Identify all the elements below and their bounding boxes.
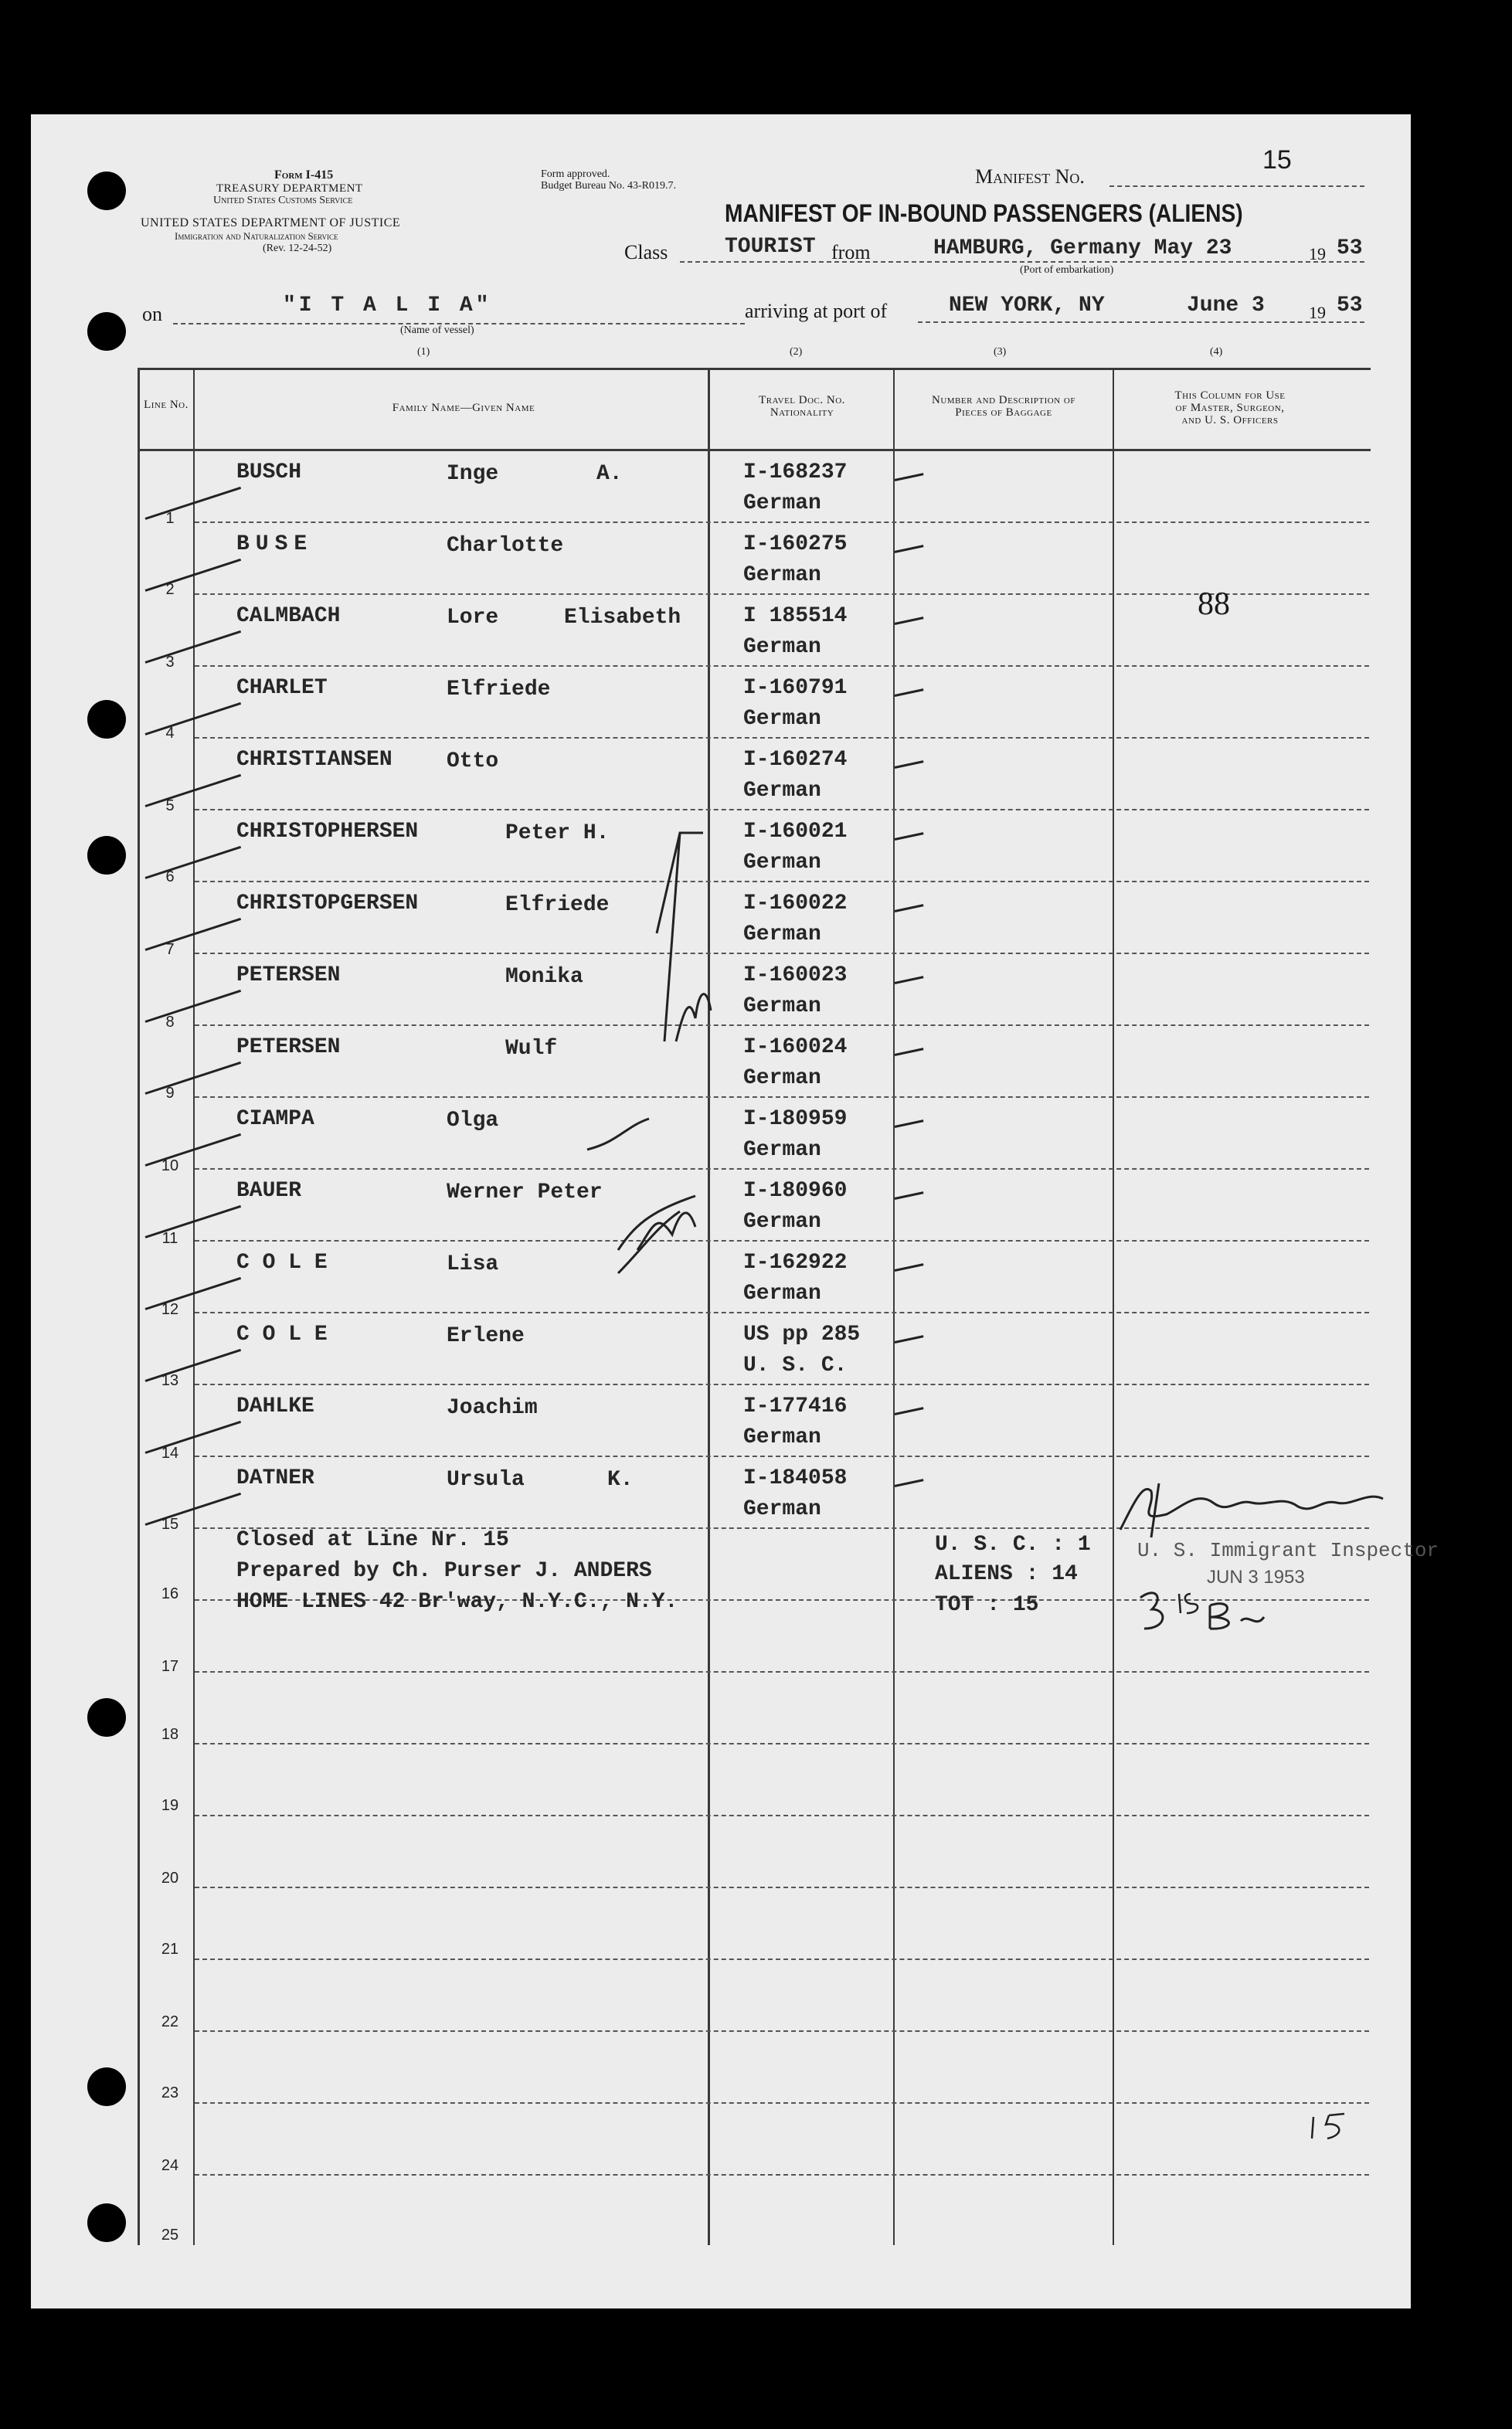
nationality: German	[743, 1425, 821, 1449]
nationality: German	[743, 491, 821, 515]
budget-bureau: Budget Bureau No. 43-R019.7.	[541, 180, 676, 192]
line-number: 7	[165, 941, 175, 958]
ins-service: Immigration and Naturalization Service	[175, 230, 338, 242]
on-label: on	[142, 303, 162, 325]
row-separator	[195, 665, 1369, 667]
given-name: Peter H.	[505, 821, 610, 845]
line-number: 10	[161, 1157, 179, 1174]
handwritten-marks	[464, 810, 742, 1366]
row-separator	[195, 2102, 1369, 2104]
family-name: CIAMPA	[236, 1107, 314, 1131]
doc-number: I-180960	[743, 1179, 848, 1203]
line-number: 25	[161, 2227, 179, 2244]
line-number: 3	[165, 654, 175, 671]
manifest-page	[31, 114, 1439, 2308]
line-number: 16	[161, 1585, 179, 1602]
arriving-label: arriving at port of	[745, 300, 888, 322]
from-year: 53	[1337, 236, 1363, 260]
line-number: 5	[165, 797, 175, 814]
totals-aliens: ALIENS : 14	[935, 1562, 1078, 1586]
form-revision: (Rev. 12-24-52)	[263, 243, 332, 254]
col-num-4: (4)	[1210, 346, 1223, 358]
header-officers-3: and U. S. Officers	[1181, 414, 1279, 426]
totals-tot: TOT : 15	[935, 1593, 1039, 1617]
row-separator	[195, 1168, 1369, 1170]
closed-at-line: Closed at Line Nr. 15	[236, 1528, 509, 1552]
line-number: 8	[165, 1014, 175, 1031]
doc-number: I-168237	[743, 460, 848, 484]
given-name: Erlene	[447, 1324, 525, 1348]
doc-number: I-160023	[743, 963, 848, 987]
line-number: 2	[165, 581, 175, 598]
given-name: Joachim	[447, 1396, 538, 1420]
family-name: BUSCH	[236, 460, 302, 484]
baggage-tick	[895, 1191, 924, 1200]
punch-hole	[87, 312, 126, 351]
row-separator	[195, 2030, 1369, 2032]
row-separator	[195, 1671, 1369, 1673]
family-name: DATNER	[236, 1466, 314, 1490]
col-num-2: (2)	[790, 346, 803, 358]
row-separator	[195, 881, 1369, 882]
row-separator	[195, 1240, 1369, 1242]
col-num-3: (3)	[994, 346, 1007, 358]
line-number: 11	[161, 1230, 178, 1247]
header-bottom-rule	[138, 449, 1371, 451]
line-number: 14	[161, 1445, 179, 1462]
class-underline	[680, 261, 1364, 263]
row-separator	[195, 1384, 1369, 1385]
punch-hole	[87, 2203, 126, 2242]
given-name: Charlotte	[447, 534, 564, 558]
line-number: 21	[161, 1941, 179, 1958]
family-name: CALMBACH	[236, 604, 341, 628]
manifest-no-label: Manifest No.	[975, 165, 1085, 188]
row-separator	[195, 1743, 1369, 1744]
baggage-tick	[895, 688, 924, 697]
baggage-tick	[895, 545, 924, 553]
given-name: Inge	[447, 462, 499, 486]
header-nationality: Nationality	[770, 406, 834, 419]
given-name: Lore	[447, 606, 499, 630]
nationality: German	[743, 1282, 821, 1306]
doc-number: I-160024	[743, 1035, 848, 1059]
given-name-extra: A.	[596, 462, 623, 486]
inspector-stamp: U. S. Immigrant Inspector	[1137, 1539, 1439, 1562]
row-separator	[195, 809, 1369, 810]
nationality: German	[743, 1138, 821, 1162]
baggage-tick	[895, 1407, 924, 1415]
row-separator	[195, 1958, 1369, 1960]
family-name: PETERSEN	[236, 963, 341, 987]
given-name: Werner Peter	[447, 1181, 603, 1204]
doc-number: I-160021	[743, 820, 848, 844]
family-name: BAUER	[236, 1179, 302, 1203]
doc-number: I-162922	[743, 1251, 848, 1275]
line-number: 13	[161, 1372, 179, 1389]
handwritten-tally	[1306, 2108, 1360, 2146]
header-line-no: Line No.	[144, 399, 189, 411]
header-officers-2: of Master, Surgeon,	[1175, 402, 1285, 414]
port-embark-label: (Port of embarkation)	[1020, 264, 1114, 276]
baggage-tick	[895, 1479, 924, 1487]
row-separator	[195, 2174, 1369, 2176]
header-officers: This Column for Use	[1174, 389, 1286, 402]
family-name: PETERSEN	[236, 1035, 341, 1059]
handwritten-initials	[1133, 1582, 1272, 1636]
baggage-tick	[895, 976, 924, 984]
manifest-no-underline	[1109, 185, 1364, 187]
nationality: German	[743, 1497, 821, 1521]
class-label: Class	[624, 241, 668, 263]
prepared-by: Prepared by Ch. Purser J. ANDERS	[236, 1559, 652, 1583]
arriving-year: 53	[1337, 294, 1363, 318]
row-separator	[195, 1024, 1369, 1026]
given-name-extra: K.	[607, 1468, 634, 1492]
baggage-tick	[895, 1048, 924, 1056]
doc-number: I-160275	[743, 532, 848, 556]
from-label: from	[831, 241, 871, 263]
table-left-rule	[138, 368, 140, 2245]
from-year-prefix: 19	[1309, 244, 1326, 263]
doc-number: I-160791	[743, 676, 848, 700]
row-separator	[195, 1096, 1369, 1098]
baggage-tick	[895, 473, 924, 481]
col-rule-3	[893, 368, 895, 2245]
header-baggage: Number and Description of	[932, 394, 1075, 406]
arriving-date: June 3	[1187, 294, 1265, 318]
baggage-tick	[895, 760, 924, 769]
given-name: Lisa	[447, 1252, 499, 1276]
family-name: CHRISTIANSEN	[236, 748, 392, 772]
given-name: Ursula	[447, 1468, 525, 1492]
from-value: HAMBURG, Germany May 23	[933, 236, 1232, 260]
family-name: C O L E	[236, 1251, 328, 1275]
doc-number: I 185514	[743, 604, 848, 628]
doc-number: I-160274	[743, 748, 848, 772]
table-top-rule	[138, 368, 1371, 370]
row-separator	[195, 1312, 1369, 1313]
nationality: German	[743, 707, 821, 731]
nationality: U. S. C.	[743, 1354, 848, 1378]
nationality: German	[743, 851, 821, 875]
form-number: Form I-415	[274, 168, 334, 182]
header-travel-doc: Travel Doc. No.	[759, 394, 845, 406]
home-lines: HOME LINES 42 Br'way, N.Y.C., N.Y.	[236, 1590, 678, 1614]
given-name: Monika	[505, 965, 583, 989]
arriving-year-prefix: 19	[1309, 303, 1326, 322]
inspector-signature	[1105, 1468, 1398, 1545]
line-number: 18	[161, 1726, 179, 1743]
row-separator	[195, 1815, 1369, 1816]
header-name: Family Name—Given Name	[392, 402, 535, 414]
baggage-tick	[895, 904, 924, 912]
line-number: 17	[161, 1658, 179, 1675]
baggage-tick	[895, 617, 924, 625]
given-name-extra: Elisabeth	[564, 606, 681, 630]
manifest-no-value: 15	[1262, 145, 1292, 175]
nationality: German	[743, 779, 821, 803]
punch-hole	[87, 1698, 126, 1737]
nationality: German	[743, 994, 821, 1018]
col-num-1: (1)	[417, 346, 430, 358]
line-number: 4	[165, 725, 175, 742]
baggage-tick	[895, 1335, 924, 1344]
family-name: DAHLKE	[236, 1395, 314, 1418]
row-separator	[195, 1456, 1369, 1457]
totals-usc: U. S. C. : 1	[935, 1533, 1091, 1557]
row-separator	[195, 593, 1369, 595]
given-name: Olga	[447, 1109, 499, 1133]
family-name: CHRISTOPGERSEN	[236, 892, 419, 916]
nationality: German	[743, 1210, 821, 1234]
baggage-tick	[895, 1119, 924, 1128]
justice-dept: UNITED STATES DEPARTMENT OF JUSTICE	[141, 216, 401, 229]
line-number: 15	[161, 1516, 179, 1533]
row-separator	[195, 737, 1369, 739]
given-name: Wulf	[505, 1037, 558, 1061]
doc-number: US pp 285	[743, 1323, 861, 1347]
given-name: Elfriede	[505, 893, 610, 917]
family-name: CHARLET	[236, 676, 328, 700]
header-baggage-2: Pieces of Baggage	[955, 406, 1052, 419]
line-number: 6	[165, 868, 175, 885]
nationality: German	[743, 563, 821, 587]
doc-number: I-160022	[743, 892, 848, 916]
treasury-dept: TREASURY DEPARTMENT	[216, 182, 363, 195]
punch-hole	[87, 836, 126, 875]
line-number: 23	[161, 2084, 179, 2101]
line-number: 24	[161, 2157, 179, 2174]
stamp-date: JUN 3 1953	[1207, 1567, 1305, 1588]
punch-hole	[87, 2067, 126, 2106]
doc-number: I-184058	[743, 1466, 848, 1490]
family-name: C O L E	[236, 1323, 328, 1347]
vessel-label: (Name of vessel)	[400, 324, 474, 336]
row-separator	[195, 521, 1369, 523]
arriving-underline	[918, 321, 1364, 323]
line-number: 12	[161, 1301, 179, 1318]
row-separator	[195, 953, 1369, 954]
line-number: 1	[165, 510, 175, 527]
doc-number: I-177416	[743, 1395, 848, 1418]
nationality: German	[743, 1066, 821, 1090]
family-name: CHRISTOPHERSEN	[236, 820, 419, 844]
col-rule-1	[193, 368, 195, 2245]
baggage-tick	[895, 832, 924, 841]
vessel-name: "I T A L I A"	[283, 294, 492, 318]
punch-hole	[87, 172, 126, 210]
baggage-tick	[895, 1263, 924, 1272]
line-number: 9	[165, 1085, 175, 1102]
given-name: Elfriede	[447, 678, 551, 702]
nationality: German	[743, 635, 821, 659]
line-number: 19	[161, 1797, 179, 1814]
given-name: Otto	[447, 749, 499, 773]
class-value: TOURIST	[725, 235, 816, 259]
doc-number: I-180959	[743, 1107, 848, 1131]
manifest-title: MANIFEST OF IN-BOUND PASSENGERS (ALIENS)	[725, 199, 1243, 227]
arriving-port: NEW YORK, NY	[949, 294, 1105, 318]
officer-note: 88	[1198, 586, 1230, 622]
row-separator	[195, 1887, 1369, 1888]
form-approved: Form approved.	[541, 168, 610, 180]
punch-hole	[87, 700, 126, 739]
col-rule-4	[1113, 368, 1114, 2245]
nationality: German	[743, 922, 821, 946]
customs-service: United States Customs Service	[213, 195, 353, 206]
line-number: 20	[161, 1870, 179, 1887]
line-number: 22	[161, 2013, 179, 2030]
family-name: BUSE	[236, 532, 314, 556]
